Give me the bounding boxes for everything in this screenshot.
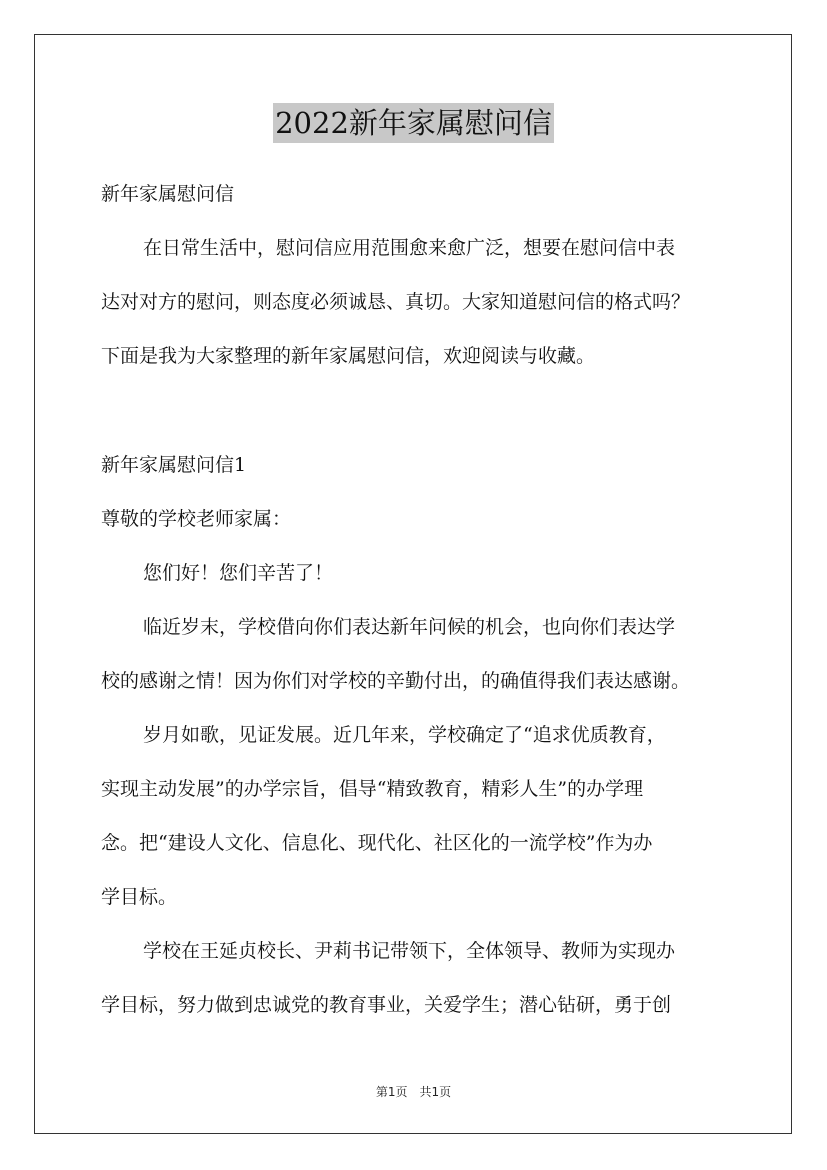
- title-container: [0, 103, 827, 143]
- paragraph-line: 念。把“建设人文化、信息化、现代化、社区化的一流学校”作为办: [101, 832, 653, 854]
- paragraph-line: 临近岁末，学校借向你们表达新年问候的机会，也向你们表达学: [143, 616, 676, 638]
- paragraph-line: 学校在王延贞校长、尹莉书记带领下，全体领导、教师为实现办: [143, 940, 676, 962]
- paragraph-line: 学目标。: [101, 886, 178, 908]
- subtitle-line: 新年家属慰问信: [101, 183, 235, 205]
- paragraph-line: 下面是我为大家整理的新年家属慰问信，欢迎阅读与收藏。: [101, 345, 596, 367]
- salutation-line: 尊敬的学校老师家属：: [101, 508, 292, 530]
- paragraph-line: 实现主动发展”的办学宗旨，倡导“精致教育，精彩人生”的办学理: [101, 778, 644, 800]
- paragraph-line: 在日常生活中，慰问信应用范围愈来愈广泛，想要在慰问信中表: [143, 237, 676, 259]
- page-footer: 第1页 共1页: [375, 1085, 452, 1099]
- paragraph-line: 达对对方的慰问，则态度必须诚恳、真切。大家知道慰问信的格式吗？: [101, 291, 691, 313]
- document-title: 2022新年家属慰问信: [273, 103, 554, 143]
- paragraph-line: 校的感谢之情！因为你们对学校的辛勤付出，的确值得我们表达感谢。: [101, 670, 691, 692]
- paragraph-line: 学目标，努力做到忠诚党的教育事业，关爱学生；潜心钻研，勇于创: [101, 994, 672, 1016]
- paragraph-line: 岁月如歌，见证发展。近几年来，学校确定了“追求优质教育，: [143, 724, 666, 746]
- greeting-line: 您们好！您们辛苦了！: [143, 562, 334, 584]
- section-heading: 新年家属慰问信1: [101, 454, 247, 476]
